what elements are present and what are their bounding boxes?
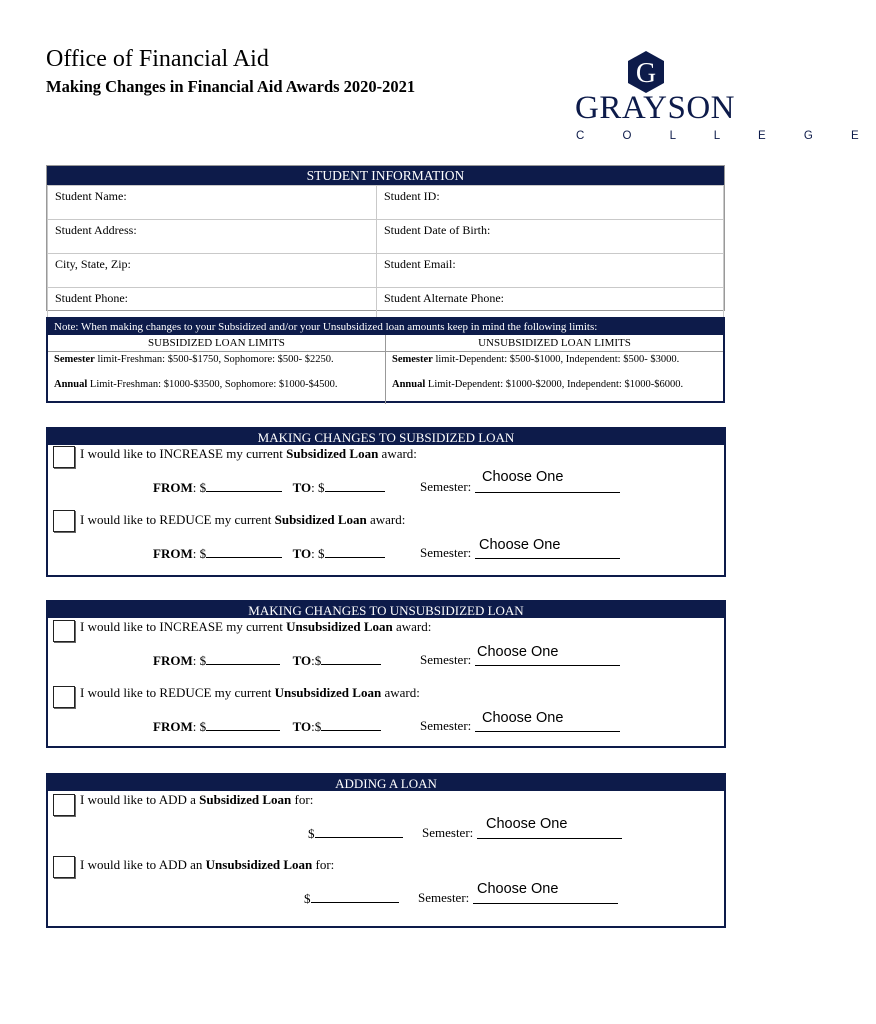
sub-reduce-semester-line	[475, 558, 620, 559]
unsubsidized-heading: MAKING CHANGES TO UNSUBSIDIZED LOAN	[48, 602, 724, 618]
increase-subsidized-checkbox[interactable]	[53, 446, 75, 468]
student-info-field[interactable]: Student Address:	[48, 220, 377, 254]
unsub-increase-semester-line	[475, 665, 620, 666]
unsub-increase-from-field[interactable]	[206, 652, 280, 665]
unsub-reduce-semester-line	[475, 731, 620, 732]
student-info-table	[47, 185, 724, 322]
sub-increase-from-field[interactable]	[206, 479, 282, 492]
add-subsidized-checkbox[interactable]	[53, 794, 75, 816]
add-sub-semester-label: Semester:	[422, 825, 474, 840]
subsidized-semester-limit: Semester limit-Freshman: $500-$1750, Sophomore: $500- $2250.	[48, 352, 386, 377]
adding-loan-heading: ADDING A LOAN	[48, 775, 724, 791]
subsidized-limits-heading: SUBSIDIZED LOAN LIMITS	[48, 335, 386, 351]
student-info-row	[48, 220, 724, 254]
add-unsubsidized-label: I would like to ADD an Unsubsidized Loan for:	[80, 857, 335, 872]
sub-increase-to-field[interactable]	[325, 479, 385, 492]
add-sub-semester-dropdown[interactable]: Choose One	[486, 816, 568, 832]
subsidized-annual-limit: Annual Limit-Freshman: $1000-$3500, Sophomore: $1000-$4500.	[48, 377, 386, 404]
logo-hexagon-icon	[627, 50, 665, 94]
unsub-reduce-to-field[interactable]	[321, 718, 381, 731]
limits-note: Note: When making changes to your Subsidized and/or your Unsubsidized loan amounts keep in mind the following limits:	[48, 319, 723, 335]
unsubsidized-limits-heading: UNSUBSIDIZED LOAN LIMITS	[478, 337, 631, 349]
grayson-college-logo	[572, 50, 876, 145]
sub-increase-amounts: FROM: $ TO: $	[153, 479, 385, 496]
unsubsidized-annual-limit: Annual Limit-Dependent: $1000-$2000, Independent: $1000-$6000.	[392, 379, 684, 390]
logo-subtitle: C O L L E G E	[576, 130, 876, 142]
subsidized-heading: MAKING CHANGES TO SUBSIDIZED LOAN	[48, 429, 724, 445]
unsub-increase-semester-dropdown[interactable]: Choose One	[477, 644, 559, 660]
sub-reduce-from-field[interactable]	[206, 545, 282, 558]
student-info-field[interactable]: City, State, Zip:	[48, 254, 377, 288]
reduce-unsubsidized-checkbox[interactable]	[53, 686, 75, 708]
add-unsub-semester-dropdown[interactable]: Choose One	[477, 881, 559, 897]
add-sub-semester-line	[477, 838, 622, 839]
unsubsidized-semester-limit: Semester limit-Dependent: $500-$1000, Independent: $500- $3000.	[392, 354, 680, 365]
student-info-field[interactable]: Student Alternate Phone:	[377, 288, 724, 322]
sub-increase-semester-label: Semester:	[420, 479, 472, 494]
reduce-unsubsidized-label: I would like to REDUCE my current Unsubsidized Loan award:	[80, 685, 420, 700]
unsub-increase-semester-label: Semester:	[420, 652, 472, 667]
student-info-field[interactable]: Student Phone:	[48, 288, 377, 322]
student-info-field[interactable]: Student ID:	[377, 186, 724, 220]
student-info-field[interactable]: Student Name:	[48, 186, 377, 220]
increase-subsidized-label: I would like to INCREASE my current Subsidized Loan award:	[80, 446, 417, 461]
add-unsubsidized-amount: $	[304, 890, 399, 907]
svg-text:G: G	[635, 58, 657, 89]
form-title: Making Changes in Financial Aid Awards 2020-2021	[46, 77, 416, 96]
add-unsub-semester-line	[473, 903, 618, 904]
reduce-subsidized-label: I would like to REDUCE my current Subsidized Loan award:	[80, 512, 406, 527]
sub-reduce-semester-dropdown[interactable]: Choose One	[479, 537, 561, 553]
add-subsidized-amount: $	[308, 825, 403, 842]
student-info-row	[48, 254, 724, 288]
increase-unsubsidized-checkbox[interactable]	[53, 620, 75, 642]
logo-wordmark: GRAYSON	[575, 90, 735, 126]
sub-increase-semester-line	[475, 492, 620, 493]
add-unsubsidized-checkbox[interactable]	[53, 856, 75, 878]
unsub-increase-to-field[interactable]	[321, 652, 381, 665]
sub-reduce-to-field[interactable]	[325, 545, 385, 558]
add-unsubsidized-amount-field[interactable]	[311, 890, 399, 903]
student-info-field[interactable]: Student Date of Birth:	[377, 220, 724, 254]
unsub-reduce-semester-dropdown[interactable]: Choose One	[482, 710, 564, 726]
unsub-reduce-from-field[interactable]	[206, 718, 280, 731]
add-unsub-semester-label: Semester:	[418, 890, 470, 905]
office-title: Office of Financial Aid	[46, 46, 269, 72]
student-info-section	[46, 165, 725, 311]
reduce-subsidized-checkbox[interactable]	[53, 510, 75, 532]
sub-increase-semester-dropdown[interactable]: Choose One	[482, 469, 564, 485]
sub-reduce-amounts: FROM: $ TO: $	[153, 545, 385, 562]
student-info-heading: STUDENT INFORMATION	[47, 166, 724, 185]
student-info-field[interactable]: Student Email:	[377, 254, 724, 288]
sub-reduce-semester-label: Semester:	[420, 545, 472, 560]
add-subsidized-amount-field[interactable]	[315, 825, 403, 838]
unsub-increase-amounts: FROM: $ TO:$	[153, 652, 381, 669]
increase-unsubsidized-label: I would like to INCREASE my current Unsubsidized Loan award:	[80, 619, 432, 634]
add-subsidized-label: I would like to ADD a Subsidized Loan for:	[80, 792, 314, 807]
student-info-row	[48, 186, 724, 220]
unsub-reduce-semester-label: Semester:	[420, 718, 472, 733]
unsub-reduce-amounts: FROM: $ TO:$	[153, 718, 381, 735]
loan-limits-section	[46, 317, 725, 403]
